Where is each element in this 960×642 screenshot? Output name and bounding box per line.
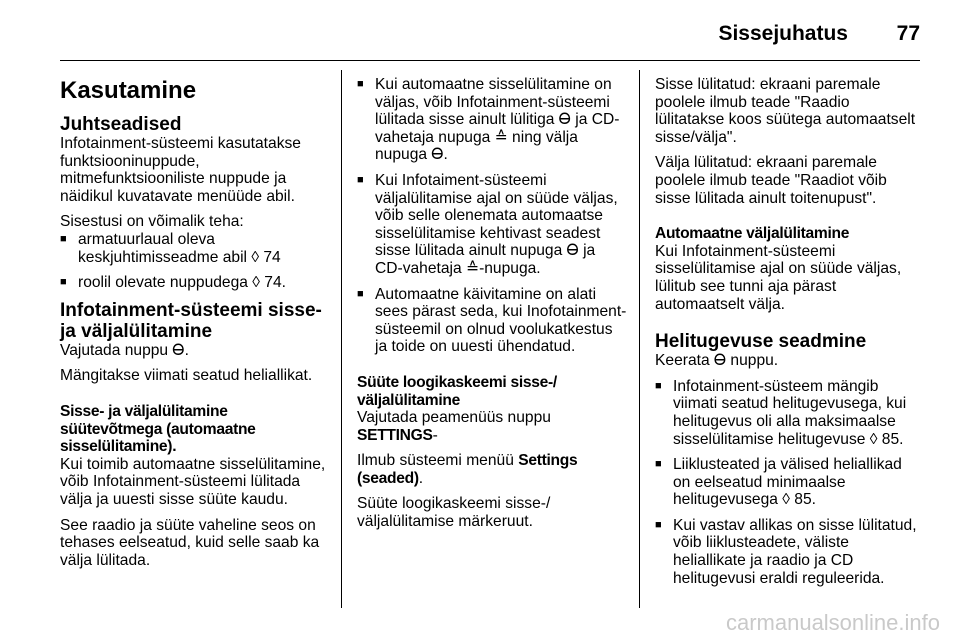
text: Vajutada peamenüüs nuppu <box>357 409 551 427</box>
column-3 <box>655 76 920 595</box>
list-item: ■ armatuurlaual oleva keskjuhtimisseadme abil ◊ 74 <box>60 231 328 266</box>
paragraph: Keerata Ꮎ nuppu. <box>655 352 779 370</box>
list-item: ■ Kui vastav allikas on sisse lülitatud, võib liiklusteadete, väliste heliallikate ja raadio ja CD helitugevusi eraldi reguleerida. <box>655 517 920 587</box>
text: - <box>432 426 438 444</box>
column-2 <box>357 76 627 539</box>
list-item: ■ Kui Infotaiment-süsteemi väljalülitamise ajal on süüde väljas, võib selle olenemata automaatse sisselülitamise kehtivast seadest sisse lülitada ainult nupuga Ꮎ ja CD-vahetaja ≙-nupuga. <box>357 172 627 278</box>
subheading-auto-off: Automaatne väljalülitamine <box>655 225 850 243</box>
heading-juhtseadised: Juhtseadised <box>60 114 182 135</box>
text: . <box>418 469 424 487</box>
paragraph: Sisse lülitatud: ekraani paremale poolele ilmub teade "Raadio lülitatakse koos süütega automaatselt sisse/välja". <box>655 76 916 146</box>
subheading-ignition: Sisse- ja väljalülitamine süütevõtmega (automaatne sisselülitamine). <box>60 402 256 456</box>
settings-menu-label: Settings (seaded) <box>357 452 578 487</box>
paragraph: Vajutada nuppu Ꮎ. <box>60 341 189 359</box>
paragraph: Mängitakse viimati seatud heliallikat. <box>60 367 313 385</box>
heading-on-off: Infotainment-süsteemi sisse- ja väljalülitamine <box>60 299 322 342</box>
list-item: ■ Infotainment-süsteem mängib viimati seatud helitugevusega, kui helitugevus oli alla maksimaalse sisselülitamise helitugevuse ◊ 85. <box>655 378 920 448</box>
paragraph: Süüte loogikaskeemi sisse-/ väljalülitamise märkeruut. <box>357 495 551 531</box>
list-item: ■ roolil olevate nuppudega ◊ 74. <box>60 274 328 292</box>
paragraph: Sisestusi on võimalik teha: <box>60 213 244 231</box>
bullet-list <box>655 378 920 588</box>
page-number: 77 <box>896 22 920 45</box>
settings-button-label: SETTINGS <box>357 426 433 444</box>
column-1 <box>60 72 328 577</box>
paragraph <box>357 409 627 444</box>
list-item: ■ Kui automaatne sisselülitamine on väljas, võib Infotainment-süsteemi lülitada sisse ainult lülitiga Ꮎ ja CD-vahetaja nupuga ≙ ning välja nupuga Ꮎ. <box>357 76 627 164</box>
bullet-list <box>357 76 627 356</box>
watermark: carmanualsonline.info <box>725 610 940 635</box>
section-title: Sissejuhatus <box>718 22 848 45</box>
paragraph: Kui Infotainment-süsteemi sisselülitamise ajal on süüde väljas, lülitub see tunni aja pärast automaatselt välja. <box>655 242 902 313</box>
paragraph: See raadio ja süüte vaheline seos on tehases eelseatud, kuid selle saab ka välja lülitada. <box>60 516 320 569</box>
subheading-ignition-logic: Süüte loogikaskeemi sisse-/ väljalülitamine <box>357 373 557 409</box>
heading-volume: Helitugevuse seadmine <box>655 331 867 353</box>
text: Ilmub süsteemi menüü <box>357 452 514 470</box>
chapter-heading: Kasutamine <box>60 77 197 104</box>
paragraph: Kui toimib automaatne sisselülitamine, võib Infotainment-süsteemi lülitada välja ja uuesti sisse süüte kaudu. <box>60 455 326 508</box>
column-divider <box>639 70 640 608</box>
list-item: ■ Liiklusteated ja välised heliallikad on eelseatud minimaalse helitugevusega ◊ 85. <box>655 456 920 509</box>
page-header <box>0 0 960 60</box>
header-rule <box>60 60 920 61</box>
bullet-list <box>60 231 328 292</box>
column-divider <box>341 70 342 608</box>
paragraph: Välja lülitatud: ekraani paremale poolele ilmub teade "Raadiot võib sisse lülitada ainult toitenupust". <box>655 154 887 207</box>
list-item: ■ Automaatne käivitamine on alati sees pärast seda, kui Inofotainment-süsteemil on olnud voolukatkestus ja toide on uuesti ühendatud. <box>357 286 627 356</box>
paragraph: Infotainment-süsteemi kasutatakse funktsiooninuppude, mitmefunktsiooniliste nuppude ja näidikul kuvatavate menüüde abil. <box>60 135 301 205</box>
paragraph <box>357 452 627 487</box>
